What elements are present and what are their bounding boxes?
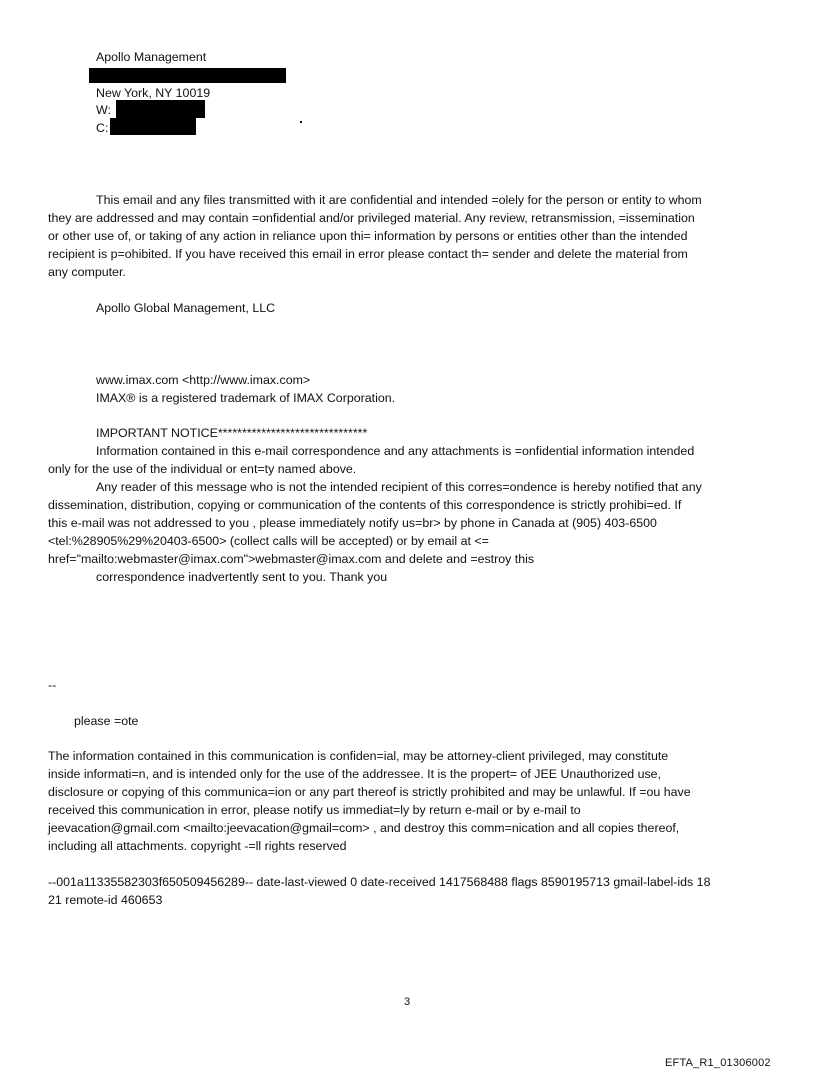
imax-notice-line: Information contained in this e-mail correspondence and any attachments is =onfidential information intended xyxy=(96,444,695,458)
imax-notice-line: correspondence inadvertently sent to you. Thank you xyxy=(96,570,388,584)
redacted-work-phone xyxy=(116,100,205,118)
redacted-address xyxy=(89,68,286,83)
signature-separator: -- xyxy=(48,678,57,692)
jee-disclaimer-line: The information contained in this communication is confiden=ial, may be attorney-client privileged, may constitute xyxy=(48,749,669,763)
imax-notice-line: href="mailto:webmaster@imax.com">webmaster@imax.com and delete and =estroy this xyxy=(48,552,535,566)
imax-notice-line: Any reader of this message who is not the intended recipient of this corres=ondence is hereby notified that any xyxy=(96,480,702,494)
stray-dot xyxy=(300,121,302,123)
cell-phone-label: C: xyxy=(96,121,109,135)
apollo-disclaimer-line: they are addressed and may contain =onfidential and/or privileged material. Any review, retransmission, =issemination xyxy=(48,211,695,225)
apollo-disclaimer-line: recipient is p=ohibited. If you have received this email in error please contact th= sender and delete the material from xyxy=(48,247,688,261)
redacted-cell-phone xyxy=(110,118,196,135)
apollo-disclaimer-line: This email and any files transmitted with it are confidential and intended =olely for the person or entity to whom xyxy=(96,193,702,207)
please-note: please =ote xyxy=(74,714,139,728)
imax-notice-line: only for the use of the individual or ent=ty named above. xyxy=(48,462,357,476)
work-phone-label: W: xyxy=(96,103,111,117)
jee-disclaimer-line: including all attachments. copyright -=ll rights reserved xyxy=(48,839,347,853)
imax-notice-line: this e-mail was not addressed to you , please immediately notify us=br> by phone in Canada at (905) 403-6500 xyxy=(48,516,657,530)
apollo-disclaimer-line: or other use of, or taking of any action in reliance upon thi= information by persons or entities other than the intended xyxy=(48,229,688,243)
imax-trademark: IMAX® is a registered trademark of IMAX Corporation. xyxy=(96,391,396,405)
jee-disclaimer-line: jeevacation@gmail.com <mailto:jeevacation@gmail=com> , and destroy this comm=nication and all copies thereof, xyxy=(48,821,680,835)
imax-notice-line: <tel:%28905%29%20403-6500> (collect calls will be accepted) or by email at <= xyxy=(48,534,489,548)
email-metadata-line: --001a11335582303f650509456289-- date-last-viewed 0 date-received 1417568488 flags 8590195713 gmail-label-ids 18 xyxy=(48,875,711,889)
imax-notice-heading: IMPORTANT NOTICE******************************* xyxy=(96,426,368,440)
bates-number: EFTA_R1_01306002 xyxy=(665,1057,771,1069)
page-number: 3 xyxy=(404,996,411,1008)
email-metadata-line: 21 remote-id 460653 xyxy=(48,893,163,907)
city-line: New York, NY 10019 xyxy=(96,86,211,100)
imax-website-link[interactable]: www.imax.com <http://www.imax.com> xyxy=(96,373,311,387)
jee-disclaimer-line: received this communication in error, please notify us immediat=ly by return e-mail or by e-mail to xyxy=(48,803,581,817)
jee-disclaimer-line: inside informati=n, and is intended only for the use of the addressee. It is the propert= of JEE Unauthorized use, xyxy=(48,767,662,781)
company-name: Apollo Management xyxy=(96,50,207,64)
jee-disclaimer-line: disclosure or copying of this communica=ion or any part thereof is strictly prohibited and may be unlawful. If =ou have xyxy=(48,785,691,799)
apollo-signature: Apollo Global Management, LLC xyxy=(96,301,276,315)
apollo-disclaimer-line: any computer. xyxy=(48,265,126,279)
imax-notice-line: dissemination, distribution, copying or communication of the contents of this correspondence is strictly prohibi=ed. If xyxy=(48,498,682,512)
